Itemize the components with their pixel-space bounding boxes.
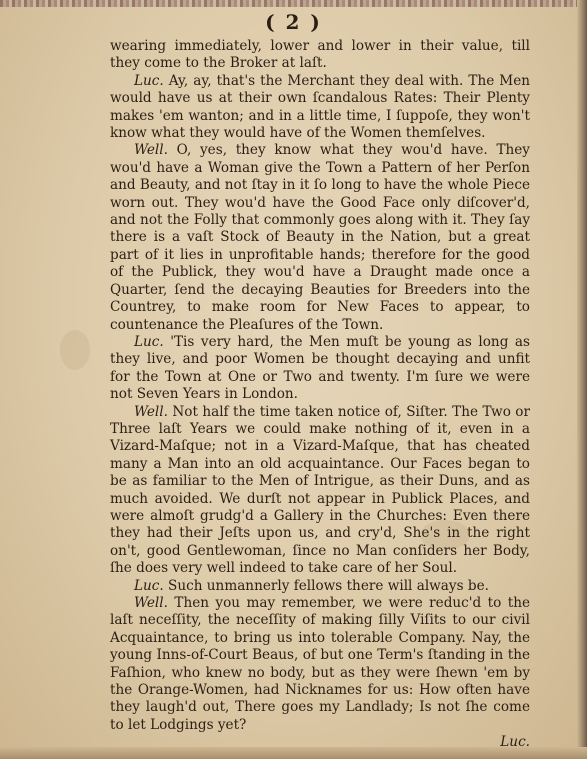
page-edge-top: [0, 0, 587, 7]
speaker-label: Well.: [134, 142, 168, 159]
page-number: ( 2 ): [265, 10, 322, 34]
paragraph: Luc. Such unmannerly fellows there will always be.: [134, 577, 489, 594]
speaker-label: Luc.: [134, 577, 164, 594]
speaker-label: Well.: [134, 403, 168, 420]
paragraph: Luc. Ay, ay, that's the Merchant they deal with. The Men would have us at their own ſcandalous Rates: Their Plenty makes 'em wanton; and in a little time, I ſuppoſe, they won't know what they would have of the Women themſelves.: [110, 72, 531, 142]
catchword: Luc.: [500, 734, 530, 751]
speaker-label: Luc.: [134, 72, 164, 89]
page-edge-right: [577, 0, 587, 759]
paper-stain: [60, 330, 90, 370]
speaker-label: Well.: [134, 595, 168, 611]
paragraph: Well. O, yes, they know what they wou'd have. They wou'd have a Woman give the Town a Pattern of her Perſon and Beauty, and not ſtay in it ſo long to have the whole Piece worn out. They wou'd have the Good Face only diſcover'd, and not the Folly that commonly goes along with it. They ſay there is a vaſt Stock of Beauty in the Nation, but a great part of it lies in unprofitable hands; therefore for the good of the Publick, they wou'd have a Draught made once a Quarter, ſend the decaying Beauties for Breeders into the Countrey, to make room for New Faces to appear, to countenance the Pleaſures of the Town.: [110, 142, 530, 333]
speaker-label: Luc.: [134, 333, 164, 350]
paragraph: Well. Not half the time taken notice of, Siſter. The Two or Three laſt Years we could make nothing of it, even in a Vizard-Maſque; not in a Vizard-Maſque, that has cheated many a Man into an old acquaintance. Our Faces began to be as familiar to the Men of Intrigue, as their Duns, and as much avoided. We durſt not appear in Publick Places, and were almoſt grudg'd a Gallery in the Churches: Even there they had their Jeſts upon us, and cry'd, She's in the right on't, good Gentlewoman, ſince no Man conſiders her Body, ſhe does very well indeed to take care of her Soul.: [110, 403, 530, 577]
paragraph: wearing immediately, lower and lower in their value, till they come to the Broker at laſt.: [110, 38, 530, 72]
body-text: [110, 38, 530, 752]
paragraph: Well. Then you may remember, we were reduc'd to the laſt neceſſity, the neceſſity of making ſilly Viſits to our civil Acquaintance, to bring us into tolerable Company. Nay, the young Inns-of-Court Beaus, of but one Term's ſtanding in the Faſhion, who knew no body, but as they were ſhewn 'em by the Orange-Women, had Nicknames for us: How often have they laugh'd out, There goes my Landlady; Is not ſhe come to let Lodgings yet?: [110, 595, 530, 733]
paragraph: Luc. 'Tis very hard, the Men muſt be young as long as they live, and poor Women be thought decaying and unfit for the Town at One or Two and twenty. I'm ſure we were not Seven Years in London.: [110, 333, 530, 403]
